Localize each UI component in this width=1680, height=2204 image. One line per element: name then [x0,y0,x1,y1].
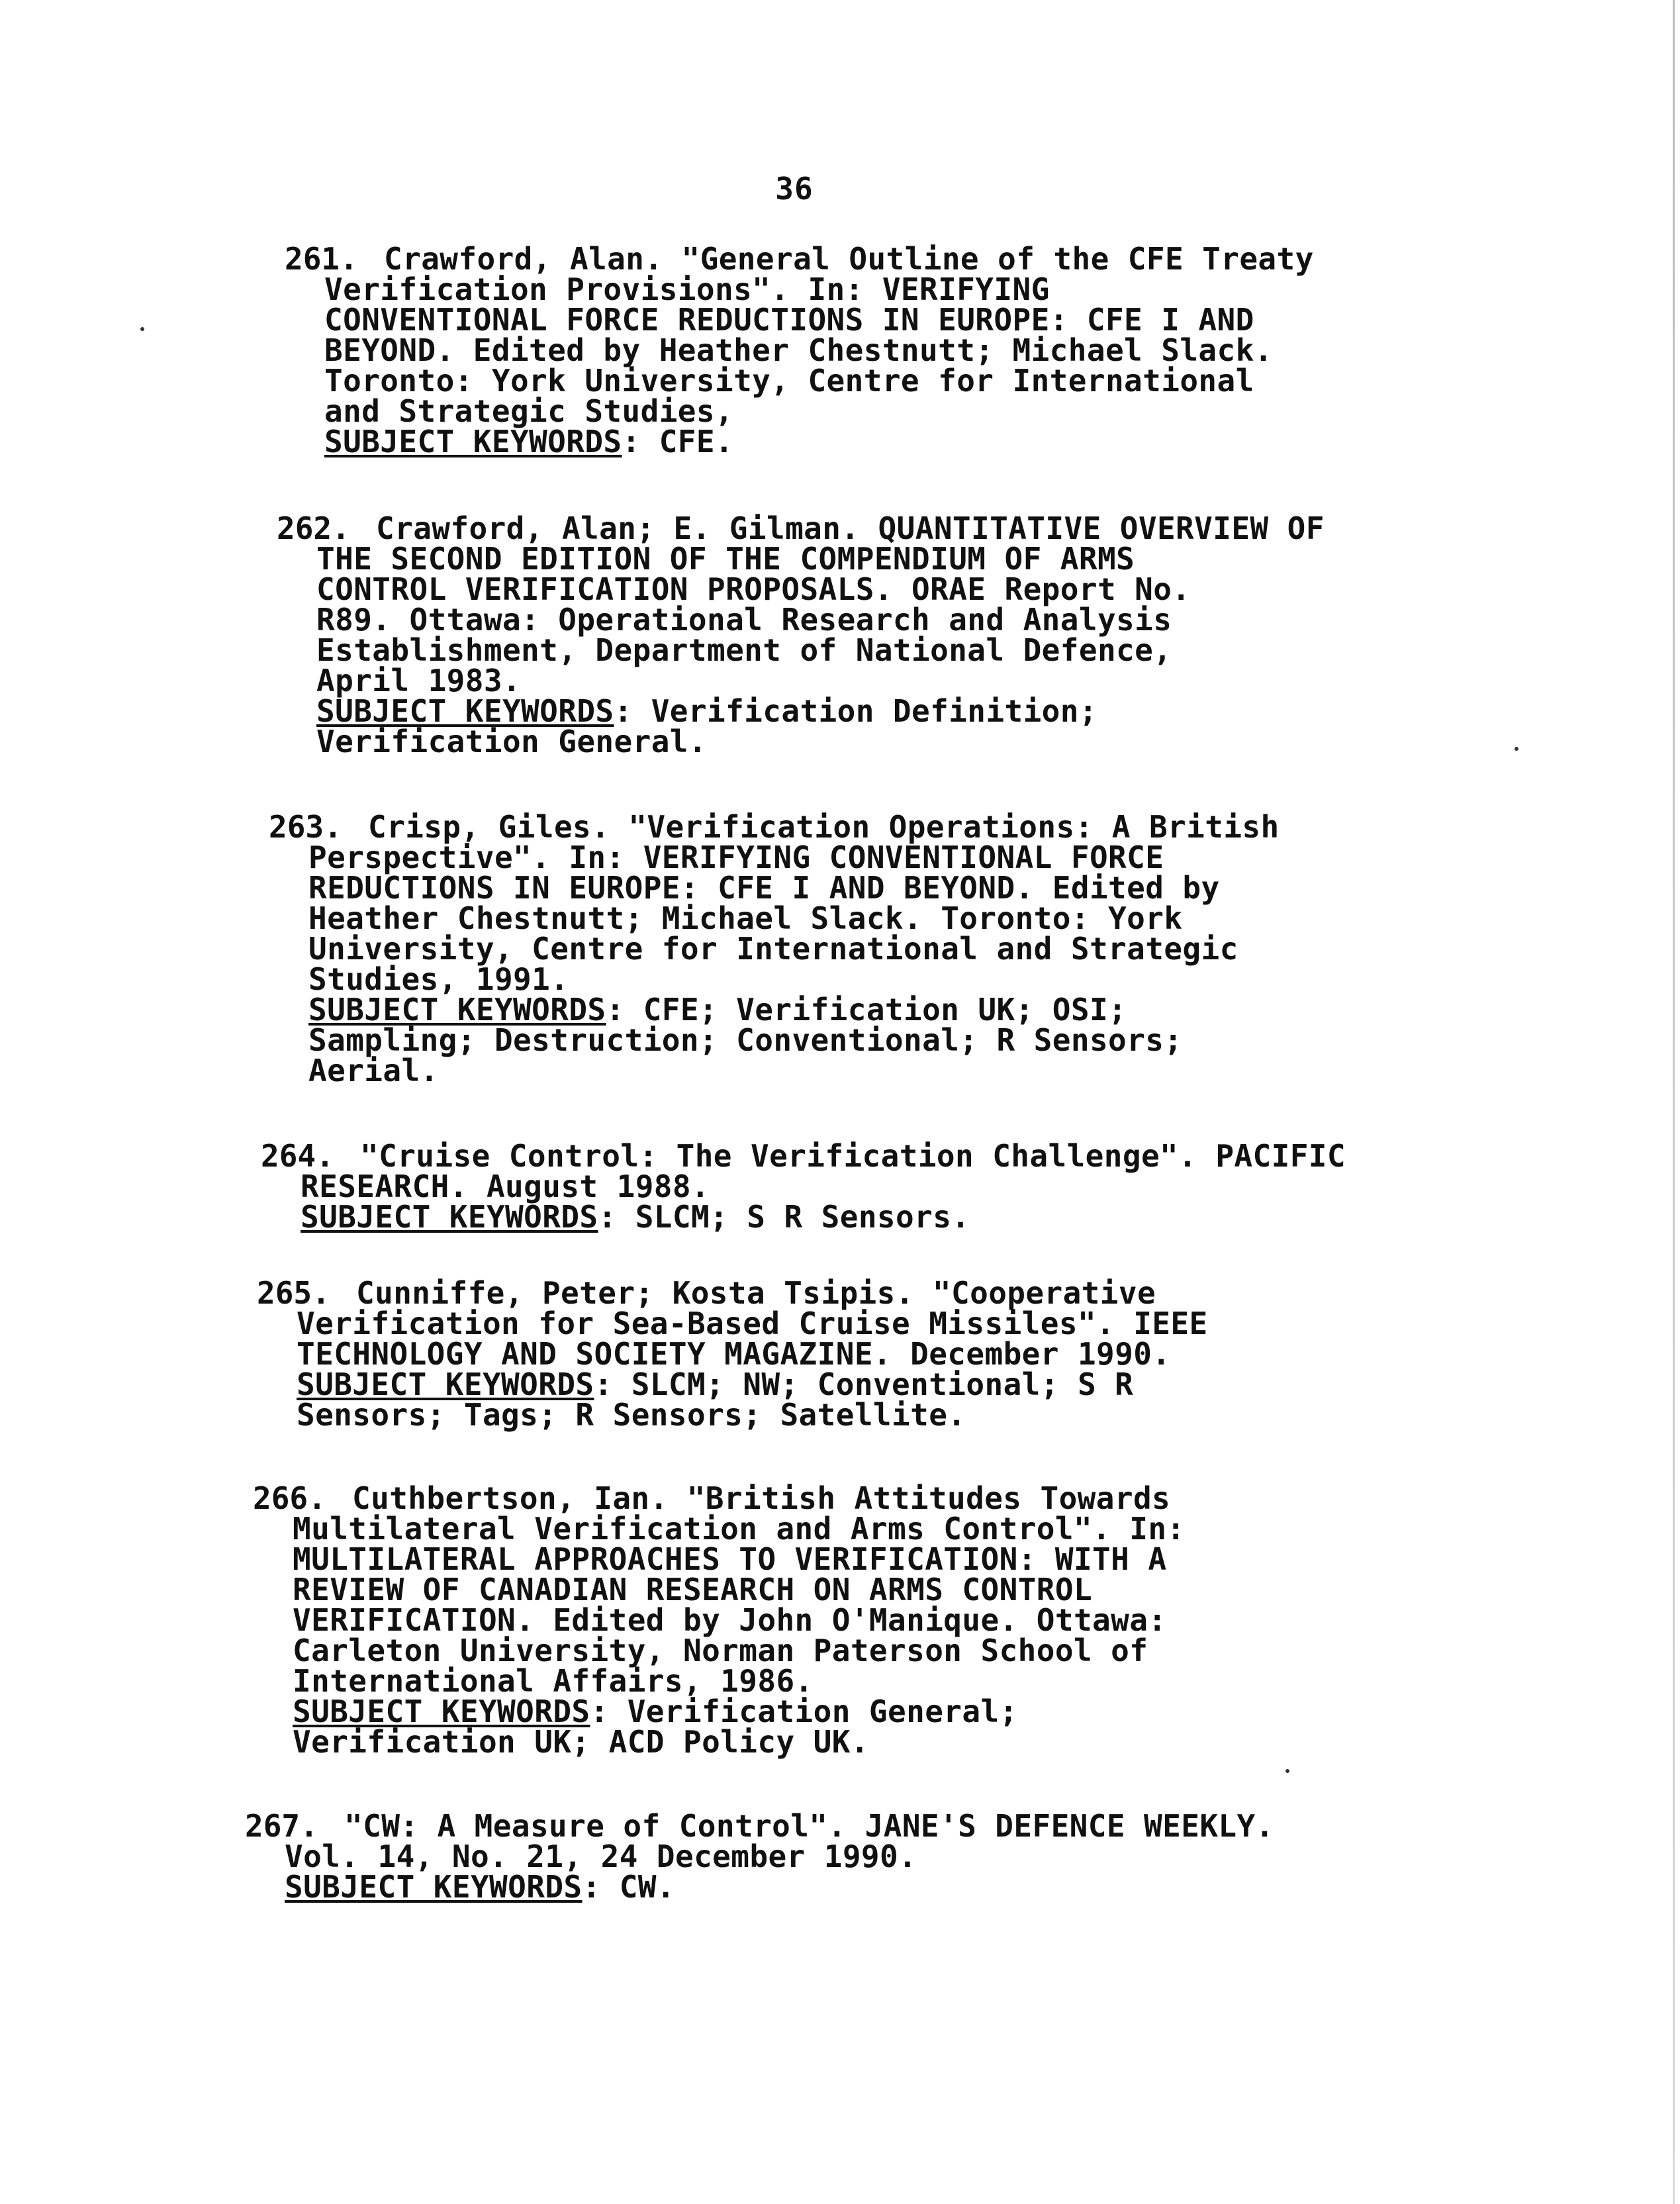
subject-keywords-continuation: Verification General. [316,724,707,759]
subject-keywords-continuation: Sampling; Destruction; Conventional; R Sensors; [308,1022,1183,1058]
subject-keywords-line [257,1366,1488,1402]
subject-keywords-label: SUBJECT KEYWORDS [324,424,622,459]
entry-citation-line: International Affairs, 1986. [293,1663,814,1699]
entry-citation-line: VERIFICATION. Edited by John O'Manique. Ottawa: [293,1602,1167,1638]
entry-citation-line: Toronto: York University, Centre for International [324,363,1254,399]
subject-keywords-line [245,1869,1476,1905]
entry-citation-line: BEYOND. Edited by Heather Chestnutt; Michael Slack. [324,332,1273,368]
entry-citation-line: "Cruise Control: The Verification Challenge". PACIFIC [360,1138,1346,1174]
entry-citation-line: Cuthbertson, Ian. "British Attitudes Towards [352,1480,1171,1516]
entry-number: 265. [257,1275,330,1311]
entry-citation-line: CONTROL VERIFICATION PROPOSALS. ORAE Report No. [316,571,1191,607]
entry-citation-line: Multilateral Verification and Arms Control". In: [293,1511,1186,1547]
subject-keywords-line [261,1199,1492,1235]
entry-citation-line: Vol. 14, No. 21, 24 December 1990. [285,1839,917,1874]
entry-citation-line: April 1983. [316,663,522,698]
entry-citation-line: Crawford, Alan. "General Outline of the CFE Treaty [384,241,1314,277]
subject-keywords-label: SUBJECT KEYWORDS [301,1199,598,1235]
scan-speck [140,327,144,331]
entry-citation-line: Cunniffe, Peter; Kosta Tsipis. "Cooperative [356,1275,1156,1311]
entry-citation-line: Perspective". In: VERIFYING CONVENTIONAL FORCE [308,839,1164,875]
entry-citation-line: Crawford, Alan; E. Gilman. QUANTITATIVE OVERVIEW OF [376,510,1325,546]
subject-keywords-label: SUBJECT KEYWORDS [285,1869,583,1905]
subject-keywords-line [277,693,1508,729]
subject-keywords-value: : CW. [582,1869,675,1905]
entry-number: 266. [253,1480,326,1516]
subject-keywords-line [253,1696,1484,1727]
entry-citation-line: Heather Chestnutt; Michael Slack. Toronto: York [308,900,1183,936]
subject-keywords-label: SUBJECT KEYWORDS [297,1366,594,1402]
subject-keywords-value: : SLCM; S R Sensors. [598,1199,970,1235]
entry-number: 262. [277,510,350,546]
entry-citation-line: MULTILATERAL APPROACHES TO VERIFICATION: WITH A [293,1541,1167,1577]
entry-citation-line: THE SECOND EDITION OF THE COMPENDIUM OF ARMS [316,541,1135,577]
entry-citation-line: University, Centre for International and Strategic [308,931,1238,967]
entry-citation-line: "CW: A Measure of Control". JANE'S DEFENCE WEEKLY. [344,1808,1274,1844]
entry-citation-line: CONVENTIONAL FORCE REDUCTIONS IN EUROPE: CFE I AND [324,302,1254,338]
subject-keywords-label: SUBJECT KEYWORDS [316,693,614,729]
entry-citation-line: Establishment, Department of National Defence, [316,632,1172,668]
entry-number: 261. [285,241,358,277]
entry-citation-line: Studies, 1991. [308,961,569,997]
entry-citation-line: R89. Ottawa: Operational Research and Analysis [316,602,1172,638]
entry-citation-line: Carleton University, Norman Paterson School of [293,1633,1148,1668]
subject-keywords-value: : CFE; Verification UK; OSI; [606,992,1127,1028]
subject-keywords-value: : SLCM; NW; Conventional; S R [594,1366,1134,1402]
subject-keywords-value: : CFE. [622,424,734,459]
subject-keywords-value: : Verification General; [590,1694,1018,1729]
subject-keywords-continuation: Aerial. [308,1053,439,1088]
subject-keywords-value: : Verification Definition; [614,693,1097,729]
entry-number: 264. [261,1138,334,1174]
scan-speck [1515,747,1518,751]
subject-keywords-continuation: Sensors; Tags; R Sensors; Satellite. [297,1397,966,1433]
scan-edge-line [1673,0,1675,2204]
subject-keywords-label: SUBJECT KEYWORDS [293,1694,590,1729]
page-number: 36 [775,171,814,207]
entry-citation-line: Verification Provisions". In: VERIFYING [324,271,1050,307]
entry-citation-line: Verification for Sea-Based Cruise Missiles". IEEE [297,1306,1208,1341]
entry-citation-line: and Strategic Studies, [324,393,734,429]
entry-number: 263. [269,809,342,845]
entry-citation-line: Crisp, Giles. "Verification Operations: A British [368,809,1280,845]
entry-number: 267. [245,1808,318,1844]
entry-citation-line: REVIEW OF CANADIAN RESEARCH ON ARMS CONTROL [293,1572,1093,1607]
subject-keywords-label: SUBJECT KEYWORDS [308,992,606,1028]
subject-keywords-line [285,426,1516,457]
entry-citation-line: REDUCTIONS IN EUROPE: CFE I AND BEYOND. Edited by [308,870,1220,906]
scan-speck [1285,1769,1289,1773]
entry-citation-line: RESEARCH. August 1988. [301,1169,710,1204]
subject-keywords-continuation: Verification UK; ACD Policy UK. [293,1724,869,1760]
entry-citation-line: TECHNOLOGY AND SOCIETY MAGAZINE. December 1990. [297,1336,1171,1372]
subject-keywords-line [269,992,1500,1028]
